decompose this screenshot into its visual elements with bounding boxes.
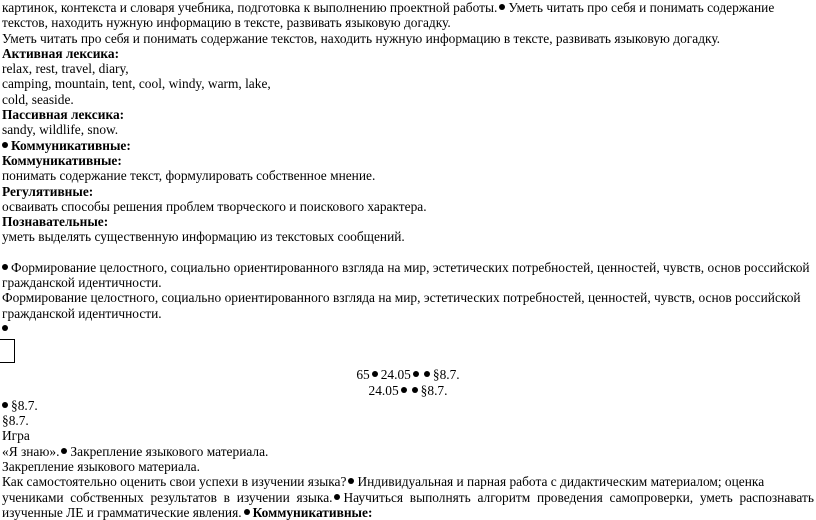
active-vocab-line: relax, rest, travel, diary,: [2, 61, 129, 77]
bullet-icon: [412, 387, 418, 393]
bullet-icon: [424, 371, 430, 377]
regulatory-text: осваивать способы решения проблем творческого и поискового характера.: [2, 198, 427, 214]
paragraph-line: §8.7.: [2, 413, 29, 429]
lesson-date-row: 24.05 §8.7.: [368, 382, 448, 398]
game-label: Игра: [2, 428, 30, 444]
personal-bullet-line: Формирование целостного, социально ориентированного взгляда на мир, эстетических потребностей, ценностей, чувств, основ российской: [2, 260, 814, 275]
bullet-icon: [2, 264, 8, 270]
bullet-icon: [2, 142, 8, 148]
bullet-icon: [61, 448, 67, 454]
text-line: Формирование целостного, социально ориентированного взгляда на мир, эстетических потребностей, ценностей, чувств, основ российской: [2, 290, 801, 306]
bullet-line: [2, 321, 814, 336]
spacer: [2, 245, 814, 260]
paragraph-line: §8.7.: [2, 398, 814, 413]
active-vocab-heading: Активная лексика:: [2, 45, 120, 61]
table-cell-border: [0, 339, 15, 363]
text-line: гражданской идентичности.: [2, 275, 162, 291]
bullet-icon: [413, 371, 419, 377]
active-vocab-line: cold, seaside.: [2, 91, 74, 107]
cognitive-text: уметь выделять существенную информацию из текстовых сообщений.: [2, 229, 405, 245]
bullet-icon: [334, 494, 340, 500]
bullet-icon: [2, 325, 8, 331]
text-line: Закрепление языкового материала.: [2, 459, 200, 475]
text-line: Уметь читать про себя и понимать содержание текстов, находить нужную информацию в тексте, развивать языковую догадку.: [2, 30, 721, 46]
bullet-icon: [244, 509, 250, 515]
text-line: гражданской идентичности.: [2, 305, 162, 321]
text-line: картинок, контекста и словаря учебника, подготовка к выполнению проектной работы. Уметь читать про себя и понимать содержание: [2, 0, 775, 15]
text-line: текстов, находить нужную информацию в тексте, развивать языковую догадку.: [2, 15, 451, 31]
bullet-icon: [2, 402, 8, 408]
bullet-icon: [499, 4, 505, 10]
text-line: изученные ЛЕ и грамматические явления. Коммуникативные:: [2, 504, 373, 520]
communicative-bullet-heading: Коммуникативные:: [2, 138, 814, 153]
bullet-icon: [401, 387, 407, 393]
passive-vocab-heading: Пассивная лексика:: [2, 107, 125, 123]
cognitive-heading: Познавательные:: [2, 214, 109, 230]
bullet-icon: [372, 371, 378, 377]
question-line: Как самостоятельно оценить свои успехи в изучении языка? Индивидуальная и парная работа с дидактическим материалом; оценка: [2, 474, 765, 490]
passive-vocab-line: sandy, wildlife, snow.: [2, 122, 119, 138]
active-vocab-line: camping, mountain, tent, cool, windy, warm, lake,: [2, 76, 271, 92]
regulatory-heading: Регулятивные:: [2, 183, 94, 199]
communicative-heading: Коммуникативные:: [2, 152, 122, 168]
bullet-icon: [348, 478, 354, 484]
lesson-row: 65 24.05 §8.7.: [356, 367, 460, 383]
communicative-text: понимать содержание текст, формулировать собственное мнение.: [2, 168, 376, 184]
game-line: «Я знаю». Закрепление языкового материала.: [2, 443, 269, 459]
justified-line: учениками собственных результатов в изучении языка. Научиться выполнять алгоритм проведения самопроверки, уметь распознавать: [2, 489, 814, 505]
